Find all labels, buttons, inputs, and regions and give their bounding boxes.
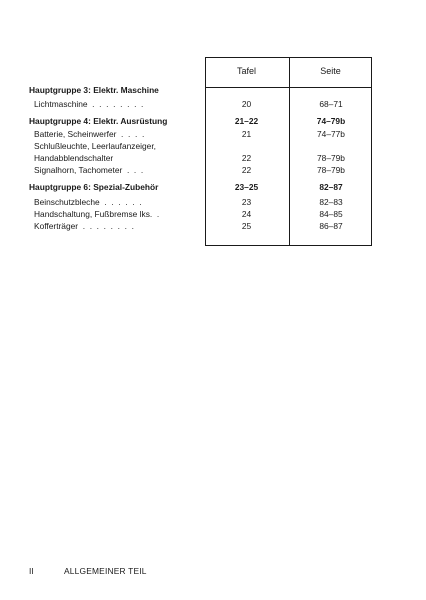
item-label: Schlußleuchte, Leerlaufanzeiger, — [34, 141, 156, 151]
item-label: Batterie, Scheinwerfer . . . . — [34, 129, 145, 139]
item-label: Handabblendschalter — [34, 153, 114, 163]
seite-value: 84–85 — [319, 209, 343, 219]
page-number: II — [29, 566, 34, 576]
item-row — [0, 220, 426, 232]
seite-value: 78–79b — [317, 165, 345, 175]
seite-value: 74–77b — [317, 129, 345, 139]
item-label: Handschaltung, Fußbremse lks. . — [34, 209, 160, 219]
group-row — [0, 181, 426, 193]
tafel-value: 21 — [241, 129, 252, 139]
tafel-value: 20 — [241, 99, 252, 109]
item-row — [0, 164, 426, 176]
column-header-seite: Seite — [320, 66, 341, 76]
item-label: Signalhorn, Tachometer . . . — [34, 165, 144, 175]
item-row — [0, 98, 426, 110]
tafel-value: 22 — [241, 153, 252, 163]
seite-value: 74–79b — [316, 116, 346, 126]
tafel-value: 25 — [241, 221, 252, 231]
tafel-value: 22 — [241, 165, 252, 175]
tafel-value: 24 — [241, 209, 252, 219]
tafel-value: 23–25 — [234, 182, 259, 192]
item-row — [0, 208, 426, 220]
seite-value: 68–71 — [319, 99, 343, 109]
seite-value: 82–87 — [319, 182, 343, 192]
seite-value: 82–83 — [319, 197, 343, 207]
item-row — [0, 140, 426, 152]
seite-value: 78–79b — [317, 153, 345, 163]
group-heading: Hauptgruppe 4: Elektr. Ausrüstung — [29, 116, 168, 126]
item-label: Beinschutzbleche . . . . . . — [34, 197, 142, 207]
item-row — [0, 152, 426, 164]
item-label: Lichtmaschine . . . . . . . . — [34, 99, 144, 109]
tafel-value: 21–22 — [234, 116, 259, 126]
item-row — [0, 128, 426, 140]
group-row — [0, 84, 426, 96]
item-row — [0, 196, 426, 208]
tafel-value: 23 — [241, 197, 252, 207]
column-header-tafel: Tafel — [236, 66, 256, 76]
group-heading: Hauptgruppe 6: Spezial-Zubehör — [29, 182, 159, 192]
section-title: ALLGEMEINER TEIL — [64, 566, 147, 576]
group-row — [0, 115, 426, 127]
item-label: Kofferträger . . . . . . . . — [34, 221, 134, 231]
group-heading: Hauptgruppe 3: Elektr. Maschine — [29, 85, 159, 95]
seite-value: 86–87 — [319, 221, 343, 231]
